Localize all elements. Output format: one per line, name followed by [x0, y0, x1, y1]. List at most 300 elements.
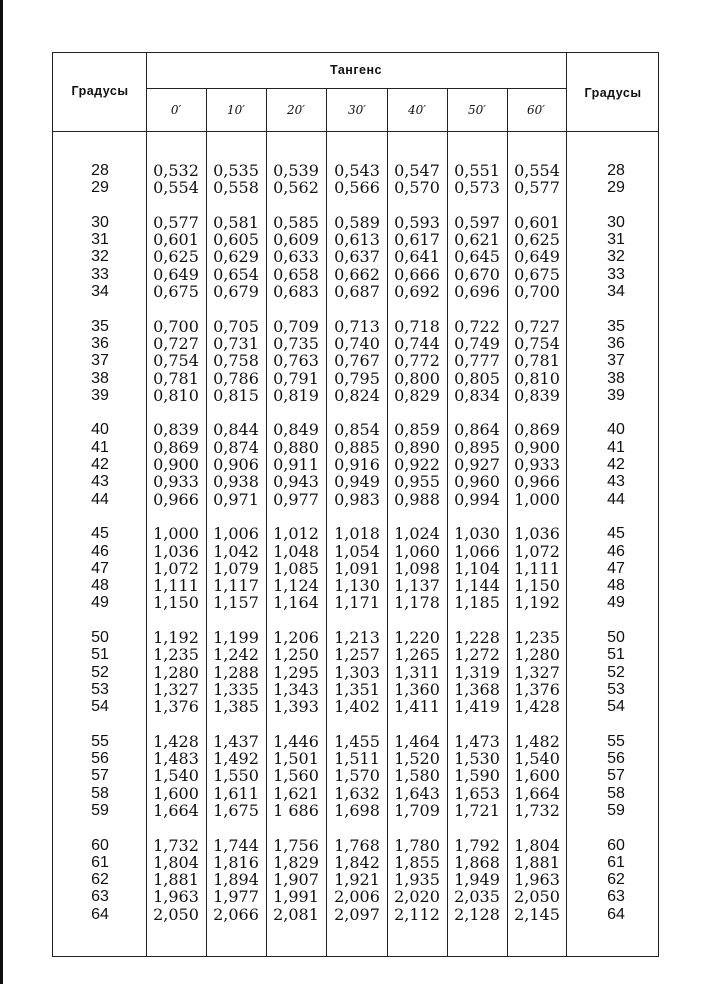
- tangent-value-cell: 0,645: [454, 247, 500, 267]
- degree-cell-right: 38: [607, 369, 625, 387]
- degrees-column-left: [50, 162, 150, 923]
- header-minutes-50: 50′: [468, 103, 486, 117]
- tangent-value-cell: 0,713: [334, 316, 380, 336]
- degree-cell-right: 52: [607, 663, 625, 681]
- tangent-value-cell: 0,679: [213, 282, 259, 302]
- tangent-value-cell: 2,145: [514, 904, 560, 924]
- tangent-value-cell: 1,991: [273, 887, 319, 907]
- degree-cell-left: 35: [91, 317, 109, 335]
- tangent-value-cell: 0,670: [454, 264, 500, 284]
- tangent-value-cell: 0,581: [213, 212, 259, 232]
- tangent-value-cell: 1,192: [153, 628, 199, 648]
- tangent-value-cell: 0,795: [334, 368, 380, 388]
- tangent-value-cell: 0,933: [514, 455, 560, 475]
- tangent-value-cell: 1,042: [213, 541, 259, 561]
- degree-cell-right: 39: [607, 386, 625, 404]
- tangent-value-cell: 0,922: [394, 455, 440, 475]
- tangent-value-cell: 1,921: [334, 870, 380, 890]
- table-bottom-rule: [52, 956, 659, 957]
- tangent-value-cell: 1,164: [273, 593, 319, 613]
- degree-cell-right: 58: [607, 784, 625, 802]
- degree-cell-right: 60: [607, 836, 625, 854]
- tangent-value-cell: 2,035: [454, 887, 500, 907]
- tangent-value-cell: 2,081: [273, 904, 319, 924]
- tangent-value-cell: 0,609: [273, 230, 319, 250]
- degree-cell-left: 42: [91, 456, 109, 474]
- degree-cell-right: 44: [607, 490, 625, 508]
- tangent-value-cell: 0,880: [273, 437, 319, 457]
- degree-cell-left: 46: [91, 542, 109, 560]
- tangent-value-cell: 1,780: [394, 835, 440, 855]
- tangent-value-cell: 1,492: [213, 749, 259, 769]
- tangent-value-cell: 1,894: [213, 870, 259, 890]
- tangent-value-cell: 1,360: [394, 679, 440, 699]
- tangent-value-cell: 0,658: [273, 264, 319, 284]
- header-degrees-right: Градусы: [584, 86, 642, 100]
- tangent-value-cell: 1,178: [394, 593, 440, 613]
- tangent-value-cell: 1,550: [213, 766, 259, 786]
- header-minutes-20: 20′: [287, 103, 305, 117]
- tangent-value-cell: 1,319: [454, 662, 500, 682]
- tangent-value-cell: 1,228: [454, 628, 500, 648]
- degree-cell-left: 58: [91, 784, 109, 802]
- tangent-value-cell: 0,943: [273, 472, 319, 492]
- tangent-value-cell: 1,482: [514, 731, 560, 751]
- degree-cell-left: 51: [91, 646, 109, 664]
- tangent-value-cell: 1,030: [454, 524, 500, 544]
- tangent-value-cell: 1,303: [334, 662, 380, 682]
- tangent-value-cell: 1,842: [334, 852, 380, 872]
- tangent-value-cell: 1,072: [153, 558, 199, 578]
- values-column-60min: [508, 162, 566, 923]
- tangent-value-cell: 1,250: [273, 645, 319, 665]
- tangent-value-cell: 0,900: [514, 437, 560, 457]
- tangent-value-cell: 0,966: [153, 489, 199, 509]
- degree-cell-right: 31: [607, 231, 625, 249]
- degree-cell-left: 41: [91, 438, 109, 456]
- tangent-value-cell: 0,824: [334, 385, 380, 405]
- degree-cell-right: 57: [607, 767, 625, 785]
- degree-cell-left: 45: [91, 525, 109, 543]
- degree-cell-left: 38: [91, 369, 109, 387]
- tangent-value-cell: 1,085: [273, 558, 319, 578]
- tangent-value-cell: 0,834: [454, 385, 500, 405]
- degree-cell-right: 55: [607, 732, 625, 750]
- degree-cell-right: 40: [607, 421, 625, 439]
- values-column-50min: [448, 162, 506, 923]
- tangent-value-cell: 1,206: [273, 628, 319, 648]
- tangent-value-cell: 0,605: [213, 230, 259, 250]
- tangent-value-cell: 1,327: [514, 662, 560, 682]
- tangent-value-cell: 1,220: [394, 628, 440, 648]
- tangent-value-cell: 0,815: [213, 385, 259, 405]
- degree-cell-left: 53: [91, 680, 109, 698]
- tangent-value-cell: 0,593: [394, 212, 440, 232]
- degree-cell-left: 39: [91, 386, 109, 404]
- degree-cell-left: 52: [91, 663, 109, 681]
- tangent-value-cell: 1,257: [334, 645, 380, 665]
- tangent-value-cell: 0,675: [153, 282, 199, 302]
- tangent-value-cell: 1,192: [514, 593, 560, 613]
- tangent-value-cell: 1,393: [273, 697, 319, 717]
- tangent-value-cell: 0,551: [454, 161, 500, 180]
- tangent-value-cell: 1,721: [454, 800, 500, 820]
- tangent-value-cell: 0,844: [213, 420, 259, 440]
- degree-cell-left: 43: [91, 473, 109, 491]
- degree-cell-right: 29: [607, 179, 625, 197]
- tangent-value-cell: 0,829: [394, 385, 440, 405]
- tangent-value-cell: 0,916: [334, 455, 380, 475]
- column-rule: [566, 52, 567, 957]
- tangent-value-cell: 1,117: [213, 576, 259, 596]
- tangent-value-cell: 0,911: [273, 455, 319, 475]
- tangent-value-cell: 0,955: [394, 472, 440, 492]
- tangent-value-cell: 1,066: [454, 541, 500, 561]
- tangent-value-cell: 0,613: [334, 230, 380, 250]
- degree-cell-left: 54: [91, 698, 109, 716]
- tangent-value-cell: 0,637: [334, 247, 380, 267]
- tangent-value-cell: 0,966: [514, 472, 560, 492]
- values-column-0min: [147, 162, 205, 923]
- tangent-value-cell: 0,562: [273, 178, 319, 198]
- tangent-value-cell: 1,235: [514, 628, 560, 648]
- degree-cell-right: 47: [607, 559, 625, 577]
- tangent-value-cell: 1,368: [454, 679, 500, 699]
- tangent-value-cell: 1,012: [273, 524, 319, 544]
- tangent-value-cell: 1,611: [213, 783, 259, 803]
- tangent-value-cell: 1 686: [273, 800, 319, 820]
- header-tangent: Тангенс: [330, 63, 382, 77]
- degree-cell-left: 48: [91, 577, 109, 595]
- tangent-value-cell: 0,754: [514, 333, 560, 353]
- tangent-value-cell: 0,692: [394, 282, 440, 302]
- tangent-value-cell: 0,890: [394, 437, 440, 457]
- tangent-value-cell: 1,018: [334, 524, 380, 544]
- tangent-value-cell: 1,327: [153, 679, 199, 699]
- degree-cell-right: 34: [607, 283, 625, 301]
- tangent-value-cell: 1,343: [273, 679, 319, 699]
- tangent-value-cell: 2,112: [394, 904, 440, 924]
- degree-cell-right: 49: [607, 594, 625, 612]
- tangent-value-cell: 0,649: [514, 247, 560, 267]
- header-minutes-30: 30′: [348, 103, 366, 117]
- tangent-value-cell: 0,554: [153, 178, 199, 198]
- tangent-value-cell: 1,130: [334, 576, 380, 596]
- tangent-value-cell: 1,868: [454, 852, 500, 872]
- tangent-value-cell: 1,428: [153, 731, 199, 751]
- tangent-value-cell: 1,446: [273, 731, 319, 751]
- tangent-value-cell: 0,983: [334, 489, 380, 509]
- tangent-value-cell: 1,455: [334, 731, 380, 751]
- tangent-value-cell: 0,805: [454, 368, 500, 388]
- tangent-value-cell: 0,869: [153, 437, 199, 457]
- tangent-value-cell: 0,933: [153, 472, 199, 492]
- tangent-value-cell: 0,874: [213, 437, 259, 457]
- tangent-value-cell: 0,577: [514, 178, 560, 198]
- degree-cell-left: 30: [91, 213, 109, 231]
- tangent-value-cell: 0,589: [334, 212, 380, 232]
- tangent-value-cell: 0,566: [334, 178, 380, 198]
- degree-cell-right: 45: [607, 525, 625, 543]
- tangent-value-cell: 0,864: [454, 420, 500, 440]
- tangent-value-cell: 0,705: [213, 316, 259, 336]
- tangent-value-cell: 1,385: [213, 697, 259, 717]
- tangent-value-cell: 2,006: [334, 887, 380, 907]
- tangent-value-cell: 1,411: [394, 697, 440, 717]
- tangent-value-cell: 1,881: [153, 870, 199, 890]
- tangent-value-cell: 0,810: [514, 368, 560, 388]
- tangent-value-cell: 0,971: [213, 489, 259, 509]
- tangent-value-cell: 1,804: [514, 835, 560, 855]
- tangent-value-cell: 0,731: [213, 333, 259, 353]
- tangent-value-cell: 0,577: [153, 212, 199, 232]
- tangent-value-cell: 1,072: [514, 541, 560, 561]
- tangent-value-cell: 0,662: [334, 264, 380, 284]
- degree-cell-right: 30: [607, 213, 625, 231]
- tangent-value-cell: 0,781: [153, 368, 199, 388]
- tangent-value-cell: 0,772: [394, 351, 440, 371]
- degree-cell-right: 46: [607, 542, 625, 560]
- tangent-value-cell: 0,722: [454, 316, 500, 336]
- tangent-value-cell: 0,727: [153, 333, 199, 353]
- degree-cell-left: 47: [91, 559, 109, 577]
- tangent-value-cell: 0,735: [273, 333, 319, 353]
- tangent-value-cell: 0,727: [514, 316, 560, 336]
- degree-cell-right: 32: [607, 248, 625, 266]
- tangent-value-cell: 0,718: [394, 316, 440, 336]
- tangent-value-cell: 0,558: [213, 178, 259, 198]
- degree-cell-right: 42: [607, 456, 625, 474]
- tangent-value-cell: 0,994: [454, 489, 500, 509]
- tangent-value-cell: 1,335: [213, 679, 259, 699]
- tangent-value-cell: 0,763: [273, 351, 319, 371]
- tangent-value-cell: 1,600: [514, 766, 560, 786]
- tangent-value-cell: 1,600: [153, 783, 199, 803]
- tangent-value-cell: 0,777: [454, 351, 500, 371]
- tangent-value-cell: 1,024: [394, 524, 440, 544]
- tangent-value-cell: 0,839: [514, 385, 560, 405]
- tangent-value-cell: 0,539: [273, 161, 319, 180]
- tangent-value-cell: 0,601: [514, 212, 560, 232]
- tangent-value-cell: 2,020: [394, 887, 440, 907]
- tangent-value-cell: 0,641: [394, 247, 440, 267]
- tangent-value-cell: 1,907: [273, 870, 319, 890]
- tangent-value-cell: 0,700: [153, 316, 199, 336]
- degree-cell-left: 37: [91, 352, 109, 370]
- tangent-value-cell: 1,104: [454, 558, 500, 578]
- tangent-value-cell: 1,428: [514, 697, 560, 717]
- tangent-value-cell: 0,696: [454, 282, 500, 302]
- tangent-value-cell: 1,580: [394, 766, 440, 786]
- tangent-value-cell: 1,855: [394, 852, 440, 872]
- tangent-value-cell: 1,664: [153, 800, 199, 820]
- tangent-value-cell: 1,111: [514, 558, 560, 578]
- degree-cell-left: 61: [91, 853, 109, 871]
- degree-cell-left: 34: [91, 283, 109, 301]
- tangent-value-cell: 1,376: [514, 679, 560, 699]
- tangent-value-cell: 2,050: [153, 904, 199, 924]
- tangent-value-cell: 0,654: [213, 264, 259, 284]
- degree-cell-left: 63: [91, 888, 109, 906]
- tangent-value-cell: 1,732: [153, 835, 199, 855]
- tangent-value-cell: 0,633: [273, 247, 319, 267]
- degree-cell-right: 62: [607, 871, 625, 889]
- values-column-30min: [328, 162, 386, 923]
- tangent-value-cell: 1,511: [334, 749, 380, 769]
- tangent-value-cell: 1,376: [153, 697, 199, 717]
- header-divider-rule: [146, 88, 566, 89]
- tangent-value-cell: 1,402: [334, 697, 380, 717]
- tangent-value-cell: 0,839: [153, 420, 199, 440]
- tangent-value-cell: 1,829: [273, 852, 319, 872]
- tangent-value-cell: 1,437: [213, 731, 259, 751]
- tangent-value-cell: 1,464: [394, 731, 440, 751]
- header-degrees-left: Градусы: [71, 84, 129, 98]
- tangent-value-cell: 1,171: [334, 593, 380, 613]
- degree-cell-right: 48: [607, 577, 625, 595]
- tangent-value-cell: 0,535: [213, 161, 259, 180]
- tangent-value-cell: 1,792: [454, 835, 500, 855]
- degree-cell-right: 37: [607, 352, 625, 370]
- tangent-value-cell: 0,819: [273, 385, 319, 405]
- tangent-value-cell: 1,185: [454, 593, 500, 613]
- tangent-value-cell: 0,683: [273, 282, 319, 302]
- degree-cell-right: 33: [607, 265, 625, 283]
- tangent-value-cell: 0,625: [153, 247, 199, 267]
- tangent-value-cell: 0,859: [394, 420, 440, 440]
- tangent-value-cell: 0,754: [153, 351, 199, 371]
- tangent-value-cell: 1,288: [213, 662, 259, 682]
- tangent-value-cell: 1,272: [454, 645, 500, 665]
- tangent-value-cell: 1,768: [334, 835, 380, 855]
- tangent-value-cell: 1,351: [334, 679, 380, 699]
- tangent-value-cell: 1,036: [153, 541, 199, 561]
- tangent-value-cell: 1,816: [213, 852, 259, 872]
- tangent-value-cell: 1,280: [153, 662, 199, 682]
- degree-cell-right: 53: [607, 680, 625, 698]
- tangent-value-cell: 1,242: [213, 645, 259, 665]
- tangent-value-cell: 1,698: [334, 800, 380, 820]
- tangent-value-cell: 1,311: [394, 662, 440, 682]
- tangent-value-cell: 0,601: [153, 230, 199, 250]
- tangent-value-cell: 1,265: [394, 645, 440, 665]
- degree-cell-left: 62: [91, 871, 109, 889]
- tangent-value-cell: 1,977: [213, 887, 259, 907]
- tangent-value-cell: 1,804: [153, 852, 199, 872]
- tangent-value-cell: 1,653: [454, 783, 500, 803]
- tangent-value-cell: 0,906: [213, 455, 259, 475]
- tangent-value-cell: 1,540: [514, 749, 560, 769]
- tangent-value-cell: 0,675: [514, 264, 560, 284]
- tangent-value-cell: 0,767: [334, 351, 380, 371]
- column-rule: [326, 88, 327, 957]
- tangent-value-cell: 1,000: [514, 489, 560, 509]
- tangent-value-cell: 1,091: [334, 558, 380, 578]
- tangent-value-cell: 0,744: [394, 333, 440, 353]
- tangent-value-cell: 2,128: [454, 904, 500, 924]
- degree-cell-left: 56: [91, 750, 109, 768]
- tangent-value-cell: 0,740: [334, 333, 380, 353]
- values-column-20min: [267, 162, 325, 923]
- tangent-value-cell: 1,963: [153, 887, 199, 907]
- tangent-value-cell: 0,977: [273, 489, 319, 509]
- degree-cell-right: 51: [607, 646, 625, 664]
- tangent-value-cell: 1,935: [394, 870, 440, 890]
- tangent-value-cell: 0,949: [334, 472, 380, 492]
- tangent-value-cell: 1,632: [334, 783, 380, 803]
- tangent-value-cell: 1,048: [273, 541, 319, 561]
- header-minutes-40: 40′: [408, 103, 426, 117]
- tangent-value-cell: 0,960: [454, 472, 500, 492]
- tangent-value-cell: 1,621: [273, 783, 319, 803]
- degree-cell-right: 59: [607, 801, 625, 819]
- degree-cell-right: 28: [607, 162, 625, 179]
- tangent-value-cell: 0,532: [153, 161, 199, 180]
- tangent-value-cell: 1,530: [454, 749, 500, 769]
- tangent-value-cell: 1,079: [213, 558, 259, 578]
- tangent-value-cell: 1,473: [454, 731, 500, 751]
- tangent-value-cell: 1,111: [153, 576, 199, 596]
- tangent-value-cell: 0,570: [394, 178, 440, 198]
- tangent-value-cell: 1,560: [273, 766, 319, 786]
- tangent-value-cell: 0,988: [394, 489, 440, 509]
- page-edge: [0, 0, 3, 984]
- tangent-value-cell: 1,150: [153, 593, 199, 613]
- tangent-value-cell: 0,758: [213, 351, 259, 371]
- degree-cell-right: 43: [607, 473, 625, 491]
- tangent-value-cell: 0,927: [454, 455, 500, 475]
- degree-cell-left: 44: [91, 490, 109, 508]
- header-minutes-10: 10′: [227, 103, 245, 117]
- tangent-value-cell: 1,150: [514, 576, 560, 596]
- degree-cell-left: 31: [91, 231, 109, 249]
- tangent-value-cell: 0,617: [394, 230, 440, 250]
- tangent-value-cell: 0,573: [454, 178, 500, 198]
- tangent-value-cell: 2,097: [334, 904, 380, 924]
- tangent-value-cell: 1,570: [334, 766, 380, 786]
- tangent-value-cell: 1,000: [153, 524, 199, 544]
- degree-cell-right: 36: [607, 334, 625, 352]
- tangent-value-cell: 0,749: [454, 333, 500, 353]
- values-column-40min: [388, 162, 446, 923]
- tangent-value-cell: 0,895: [454, 437, 500, 457]
- tangent-value-cell: 1,744: [213, 835, 259, 855]
- tangent-value-cell: 1,501: [273, 749, 319, 769]
- tangent-value-cell: 0,547: [394, 161, 440, 180]
- degree-cell-left: 59: [91, 801, 109, 819]
- tangent-value-cell: 1,124: [273, 576, 319, 596]
- tangent-value-cell: 0,854: [334, 420, 380, 440]
- tangent-value-cell: 1,060: [394, 541, 440, 561]
- tangent-value-cell: 0,800: [394, 368, 440, 388]
- tangent-value-cell: 0,900: [153, 455, 199, 475]
- degree-cell-left: 49: [91, 594, 109, 612]
- degree-cell-left: 60: [91, 836, 109, 854]
- tangent-value-cell: 1,675: [213, 800, 259, 820]
- tangent-value-cell: 1,881: [514, 852, 560, 872]
- tangent-value-cell: 1,709: [394, 800, 440, 820]
- degree-cell-left: 29: [91, 179, 109, 197]
- tangent-value-cell: 0,938: [213, 472, 259, 492]
- tangent-value-cell: 1,054: [334, 541, 380, 561]
- tangent-value-cell: 1,732: [514, 800, 560, 820]
- degree-cell-right: 64: [607, 905, 625, 923]
- degree-cell-right: 61: [607, 853, 625, 871]
- tangent-value-cell: 0,781: [514, 351, 560, 371]
- degree-cell-left: 55: [91, 732, 109, 750]
- tangent-value-cell: 0,543: [334, 161, 380, 180]
- tangent-value-cell: 0,687: [334, 282, 380, 302]
